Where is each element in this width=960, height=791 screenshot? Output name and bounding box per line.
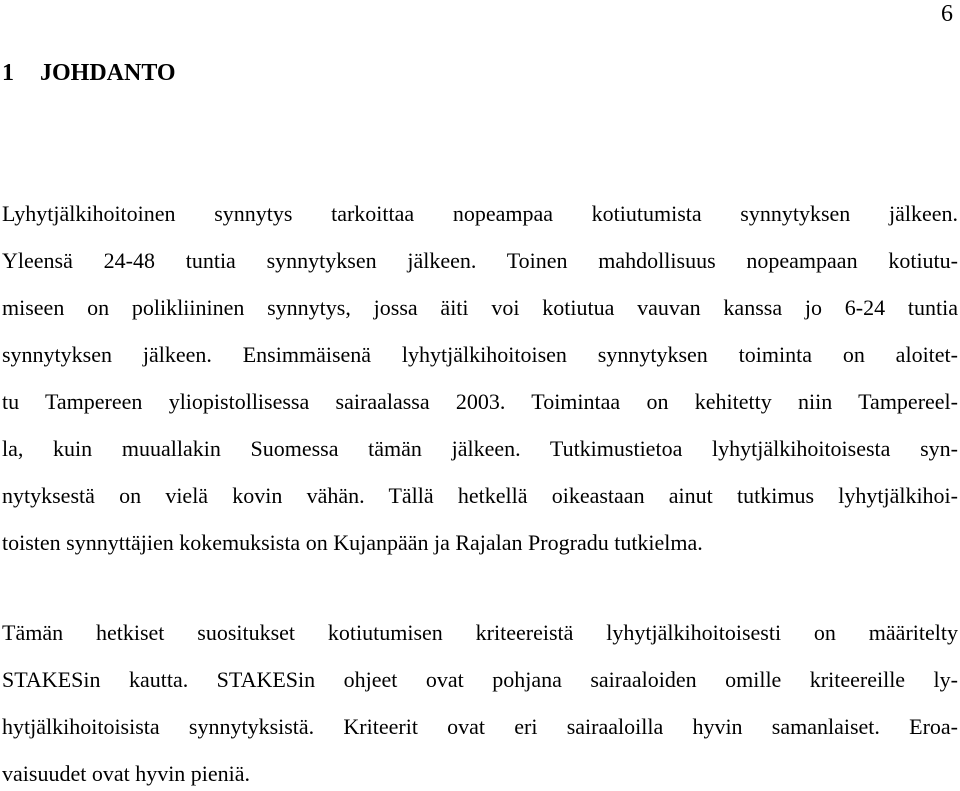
- text-line: Lyhytjälkihoitoinen synnytys tarkoittaa nopeampaa kotiutumista synnytyksen jälkeen.: [2, 201, 958, 226]
- text-line: miseen on polikliininen synnytys, jossa äiti voi kotiutua vauvan kanssa jo 6-24 tuntia: [2, 295, 958, 320]
- text-line: Tämän hetkiset suositukset kotiutumisen kriteereistä lyhytjälkihoitoisesti on määritelty: [2, 620, 958, 645]
- text-line: synnytyksen jälkeen. Ensimmäisenä lyhytjälkihoitoisen synnytyksen toiminta on aloitet-: [2, 342, 958, 367]
- chapter-heading: [2, 58, 176, 88]
- chapter-number: 1: [2, 60, 14, 86]
- text-line: la, kuin muuallakin Suomessa tämän jälkeen. Tutkimustietoa lyhytjälkihoitoisesta syn-: [2, 436, 958, 461]
- page-number: 6: [941, 1, 953, 27]
- text-line: toisten synnyttäjien kokemuksista on Kujanpään ja Rajalan Progradu tutkielma.: [2, 530, 703, 555]
- chapter-title: JOHDANTO: [40, 60, 176, 86]
- text-line: nytyksestä on vielä kovin vähän. Tällä hetkellä oikeastaan ainut tutkimus lyhytjälkihoi-: [2, 483, 958, 508]
- text-line: vaisuudet ovat hyvin pieniä.: [2, 761, 251, 786]
- text-line: Yleensä 24-48 tuntia synnytyksen jälkeen. Toinen mahdollisuus nopeampaan kotiutu-: [2, 248, 958, 273]
- text-line: tu Tampereen yliopistollisessa sairaalassa 2003. Toimintaa on kehitetty niin Tampereel-: [2, 389, 958, 414]
- text-line: STAKESin kautta. STAKESin ohjeet ovat pohjana sairaaloiden omille kriteereille ly-: [2, 667, 958, 692]
- text-line: hytjälkihoitoisista synnytyksistä. Kriteerit ovat eri sairaaloilla hyvin samanlaiset. Eroa-: [2, 714, 958, 739]
